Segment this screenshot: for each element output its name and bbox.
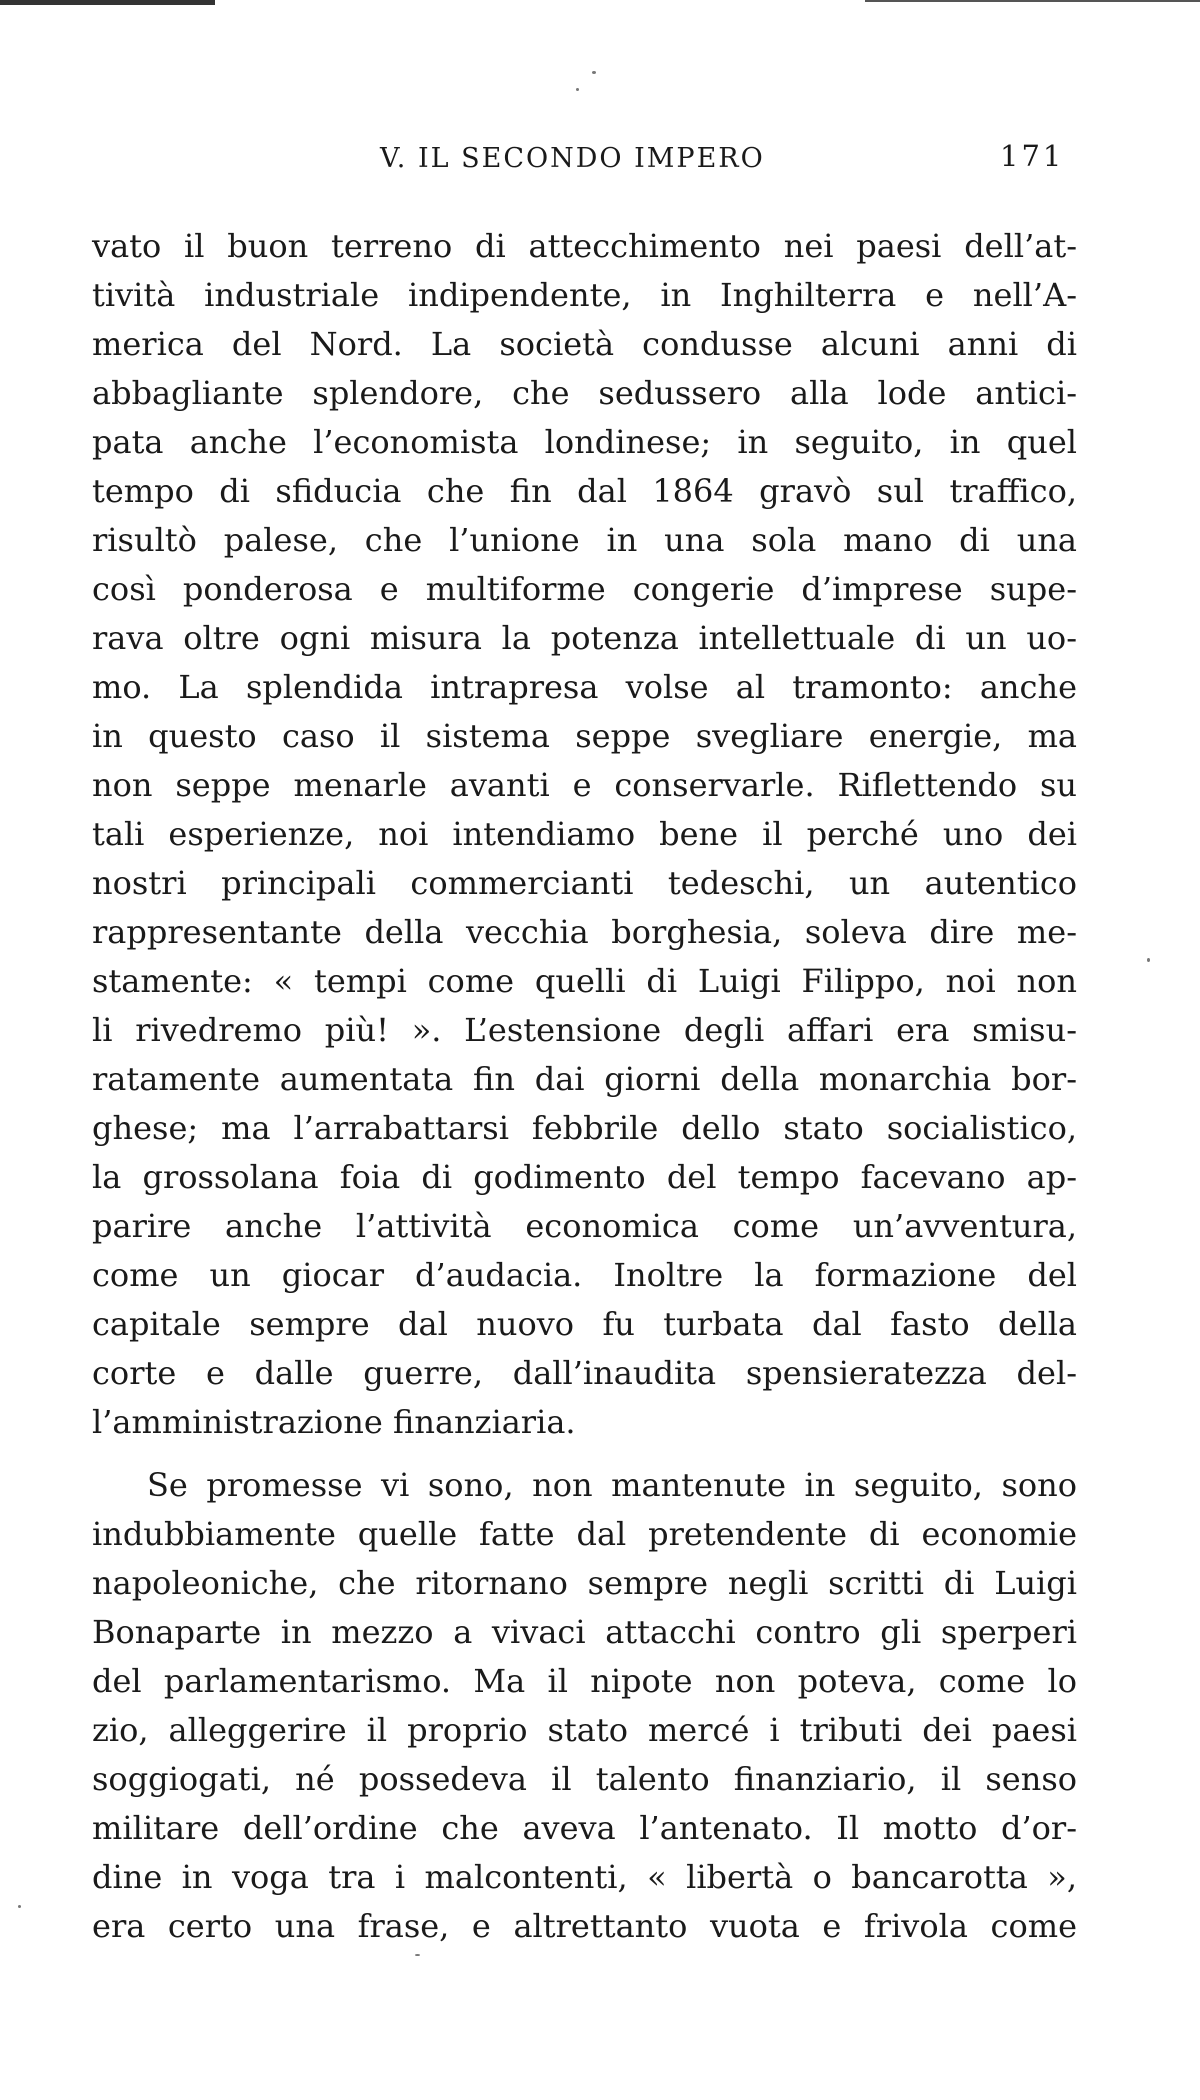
text-line: merica del Nord. La società condusse alcuni anni di: [92, 325, 1077, 363]
speck: [1147, 958, 1150, 962]
speck: [592, 71, 596, 74]
text-line: corte e dalle guerre, dall’inaudita spensieratezza del-: [92, 1354, 1077, 1392]
text-line: in questo caso il sistema seppe svegliare energie, ma: [92, 717, 1077, 755]
paragraph-gap: [92, 1447, 1077, 1461]
text-line: dine in voga tra i malcontenti, « libertà o bancarotta »,: [92, 1858, 1077, 1896]
text-line: ghese; ma l’arrabattarsi febbrile dello stato socialistico,: [92, 1109, 1077, 1147]
running-title: V. IL SECONDO IMPERO: [380, 143, 765, 174]
paragraph: [92, 1461, 1077, 1951]
text-line: zio, alleggerire il proprio stato mercé i tributi dei paesi: [92, 1711, 1077, 1749]
text-line: capitale sempre dal nuovo fu turbata dal fasto della: [92, 1305, 1077, 1343]
text-line: soggiogati, né possedeva il talento finanziario, il senso: [92, 1760, 1077, 1798]
text-line: del parlamentarismo. Ma il nipote non poteva, come lo: [92, 1662, 1077, 1700]
text-line: mo. La splendida intrapresa volse al tramonto: anche: [92, 668, 1077, 706]
text-line: parire anche l’attività economica come un’avventura,: [92, 1207, 1077, 1245]
text-line: rappresentante della vecchia borghesia, soleva dire me-: [92, 913, 1077, 951]
text-line: militare dell’ordine che aveva l’antenato. Il motto d’or-: [92, 1809, 1077, 1847]
text-line: era certo una frase, e altrettanto vuota e frivola come: [92, 1907, 1077, 1945]
text-line: tività industriale indipendente, in Inghilterra e nell’A-: [92, 276, 1077, 314]
page-number: 171: [1000, 139, 1065, 173]
text-line: come un giocar d’audacia. Inoltre la formazione del: [92, 1256, 1077, 1294]
text-line: Se promesse vi sono, non mantenute in seguito, sono: [147, 1466, 1077, 1504]
speck: [18, 1905, 21, 1908]
text-line: stamente: « tempi come quelli di Luigi Filippo, noi non: [92, 962, 1077, 1000]
text-line: tali esperienze, noi intendiamo bene il perché uno dei: [92, 815, 1077, 853]
speck: [415, 1954, 420, 1956]
text-line: abbagliante splendore, che sedussero alla lode antici-: [92, 374, 1077, 412]
text-line: non seppe menarle avanti e conservarle. Riflettendo su: [92, 766, 1077, 804]
body-text: [92, 222, 1077, 1951]
text-line: la grossolana foia di godimento del tempo facevano ap-: [92, 1158, 1077, 1196]
text-line: li rivedremo più! ». L’estensione degli affari era smisu-: [92, 1011, 1077, 1049]
text-line: tempo di sfiducia che fin dal 1864 gravò sul traffico,: [92, 472, 1077, 510]
text-line: indubbiamente quelle fatte dal pretendente di economie: [92, 1515, 1077, 1553]
scan-edge-line: [865, 0, 1200, 2]
text-line: nostri principali commercianti tedeschi, un autentico: [92, 864, 1077, 902]
text-line: pata anche l’economista londinese; in seguito, in quel: [92, 423, 1077, 461]
scan-edge-mark: [0, 0, 215, 5]
text-line: Bonaparte in mezzo a vivaci attacchi contro gli sperperi: [92, 1613, 1077, 1651]
text-line: risultò palese, che l’unione in una sola mano di una: [92, 521, 1077, 559]
text-line: vato il buon terreno di attecchimento nei paesi dell’at-: [92, 227, 1077, 265]
speck: [576, 88, 579, 91]
text-line: rava oltre ogni misura la potenza intellettuale di un uo-: [92, 619, 1077, 657]
text-line: l’amministrazione finanziaria.: [92, 1403, 576, 1441]
paragraph: [92, 222, 1077, 1447]
text-line: ratamente aumentata fin dai giorni della monarchia bor-: [92, 1060, 1077, 1098]
text-line: così ponderosa e multiforme congerie d’imprese supe-: [92, 570, 1077, 608]
text-line: napoleoniche, che ritornano sempre negli scritti di Luigi: [92, 1564, 1077, 1602]
